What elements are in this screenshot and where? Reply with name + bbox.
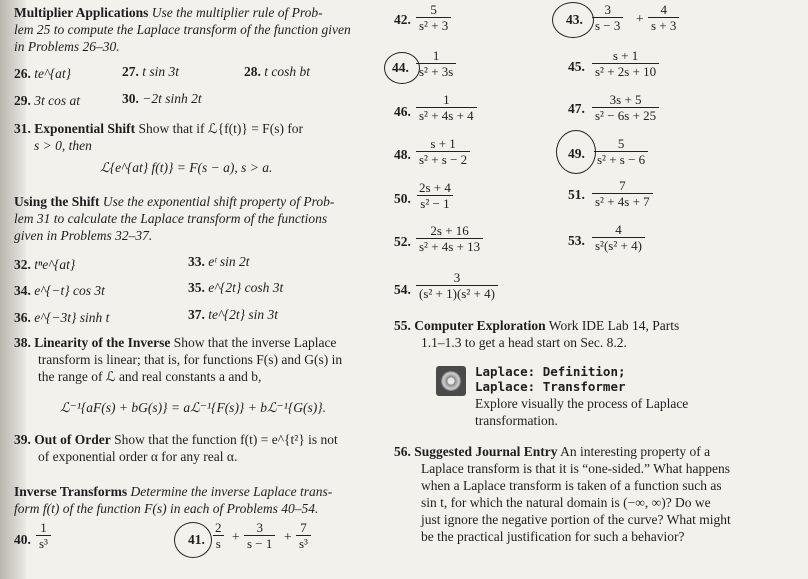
problem-46-label: 46. — [394, 104, 411, 119]
ide-text-2: transformation. — [475, 413, 558, 428]
problem-35: 35. e^{2t} cosh 3t — [188, 280, 284, 295]
problem-51-label: 51. — [568, 187, 585, 202]
problem-27: 27. t sin 3t — [122, 64, 180, 79]
problem-49-label: 49. — [568, 146, 585, 161]
multiplier-heading: Multiplier Applications — [14, 5, 149, 20]
problem-28: 28. t cosh bt — [244, 64, 310, 79]
problem-40-label: 40. — [14, 532, 31, 547]
problem-54-fraction: $\frac{3}{\text{(s² + 1)(s² + 4)}}$ — [416, 270, 498, 301]
problem-39: 39. Out of Order Show that the function f(t) = e^{t²} is not — [14, 432, 338, 447]
shift-heading: Using the Shift — [14, 194, 100, 209]
ide-link-transformer: Laplace: Transformer — [475, 379, 626, 394]
problem-49-fraction: $\frac{5}{\text{s² + s − 6}}$ — [594, 136, 648, 167]
problem-38-text-2: transform is linear; that is, for functions F(s) and G(s) in — [38, 352, 343, 367]
multiplier-text-1: Use the multiplier rule of Prob- — [151, 5, 323, 20]
problem-48-label: 48. — [394, 147, 411, 162]
problem-42-fraction: $\frac{5}{\text{s² + 3}}$ — [416, 2, 451, 33]
problem-42-label: 42. — [394, 12, 411, 27]
problem-56-text-4: sin t, for which the natural domain is (−∞, ∞)? Do we — [421, 495, 711, 510]
ide-disc-icon — [436, 366, 466, 396]
problem-56-text-3: when a Laplace transform is taken of a function such as — [421, 478, 722, 493]
inverse-text-2: form f(t) of the function F(s) in each of Problems 40–54. — [14, 501, 319, 516]
problem-43-frac-b: $\frac{4}{s + 3}$ — [648, 2, 679, 33]
problem-38-equation: ℒ⁻¹{aF(s) + bG(s)} = aℒ⁻¹{F(s)} + bℒ⁻¹{G(s)}. — [60, 400, 327, 415]
shift-text-3: given in Problems 32–37. — [14, 228, 153, 243]
plus-sign: + — [284, 529, 292, 544]
problem-41-label: 41. — [188, 532, 205, 547]
problem-46-fraction: $\frac{1}{\text{s² + 4s + 4}}$ — [416, 92, 477, 123]
problem-55-text-2: 1.1–1.3 to get a head start on Sec. 8.2. — [421, 335, 627, 350]
problem-38-text-3: the range of ℒ and real constants a and b, — [38, 369, 262, 384]
problem-45-label: 45. — [568, 59, 585, 74]
inverse-heading-line1: Inverse Transforms Determine the inverse Laplace trans- — [14, 484, 333, 499]
plus-sign: + — [232, 529, 240, 544]
multiplier-heading-line1 — [14, 5, 323, 21]
problem-39-text-2: of exponential order α for any real α. — [38, 449, 238, 464]
problem-54-label: 54. — [394, 282, 411, 297]
plus-sign: + — [636, 11, 644, 26]
problem-37: 37. te^{2t} sin 3t — [188, 307, 278, 322]
problem-44-label: 44. — [392, 60, 409, 75]
problem-41-frac-c: $\frac{7}{\text{s³}}$ — [296, 520, 311, 551]
problem-51-fraction: $\frac{7}{\text{s² + 4s + 7}}$ — [592, 178, 653, 209]
shift-heading-line1: Using the Shift Use the exponential shift property of Prob- — [14, 194, 335, 209]
ide-link-definition: Laplace: Definition; — [475, 364, 626, 379]
problem-45-fraction: $\frac{s + 1}{\text{s² + 2s + 10}}$ — [592, 48, 659, 79]
problem-26: 26. te^{at} — [14, 66, 71, 81]
problem-30: 30. −2t sinh 2t — [122, 91, 202, 106]
problem-31-cond: s > 0, then — [34, 138, 92, 153]
shift-text-2: lem 31 to calculate the Laplace transform of the functions — [14, 211, 328, 226]
problem-53-label: 53. — [568, 233, 585, 248]
problem-33: 33. eᵗ sin 2t — [188, 254, 250, 269]
problem-43-label: 43. — [566, 12, 583, 27]
problem-47-fraction: $\frac{3s + 5}{\text{s² − 6s + 25}}$ — [592, 92, 659, 123]
problem-31-equation: ℒ{e^{at} f(t)} = F(s − a), s > a. — [100, 160, 273, 175]
problem-56-text-5: just ignore the negative portion of the curve? What might — [421, 512, 731, 527]
problem-50-fraction: $\frac{2s + 4}{\text{s² − 1}}$ — [419, 180, 451, 211]
problem-48-fraction: $\frac{s + 1}{\text{s² + s − 2}}$ — [416, 136, 470, 167]
problem-55: 55. Computer Exploration Work IDE Lab 14, Parts — [394, 318, 680, 333]
problem-34: 34. e^{−t} cos 3t — [14, 283, 105, 298]
problem-29: 29. 3t cos at — [14, 93, 80, 108]
problem-38: 38. Linearity of the Inverse Show that the inverse Laplace — [14, 335, 337, 350]
inverse-heading: Inverse Transforms — [14, 484, 128, 499]
problem-56: 56. Suggested Journal Entry An interesting property of a — [394, 444, 711, 459]
problem-32: 32. tⁿe^{at} — [14, 257, 76, 272]
problem-50-label: 50. — [394, 191, 411, 206]
problem-43-frac-a: $\frac{3}{s - 3}$ — [592, 2, 623, 33]
problem-47-label: 47. — [568, 101, 585, 116]
problem-56-text-2: Laplace transform is that it is “one-sided.” What happens — [421, 461, 731, 476]
problem-31: 31. Exponential Shift Show that if ℒ{f(t)} = F(s) for — [14, 121, 304, 136]
problem-56-text-6: be the practical justification for such a behavior? — [421, 529, 685, 544]
problem-41-frac-a: $\frac{2}{s}$ — [212, 520, 225, 551]
multiplier-text-2: lem 25 to compute the Laplace transform of the function given — [14, 22, 351, 37]
problem-40-fraction: $\frac{1}{\text{s³}}$ — [36, 520, 51, 551]
problem-36: 36. e^{−3t} sinh t — [14, 310, 110, 325]
problem-52-label: 52. — [394, 234, 411, 249]
problem-53-fraction: $\frac{4}{\text{s²(s² + 4)}}$ — [592, 222, 645, 253]
problem-41-frac-b: $\frac{3}{s - 1}$ — [244, 520, 275, 551]
problem-44-fraction: $\frac{1}{\text{s² + 3s}}$ — [416, 48, 456, 79]
multiplier-text-3: in Problems 26–30. — [14, 39, 120, 54]
ide-text-1: Explore visually the process of Laplace — [475, 396, 689, 411]
problem-52-fraction: $\frac{2s + 16}{\text{s² + 4s + 13}}$ — [416, 223, 483, 254]
